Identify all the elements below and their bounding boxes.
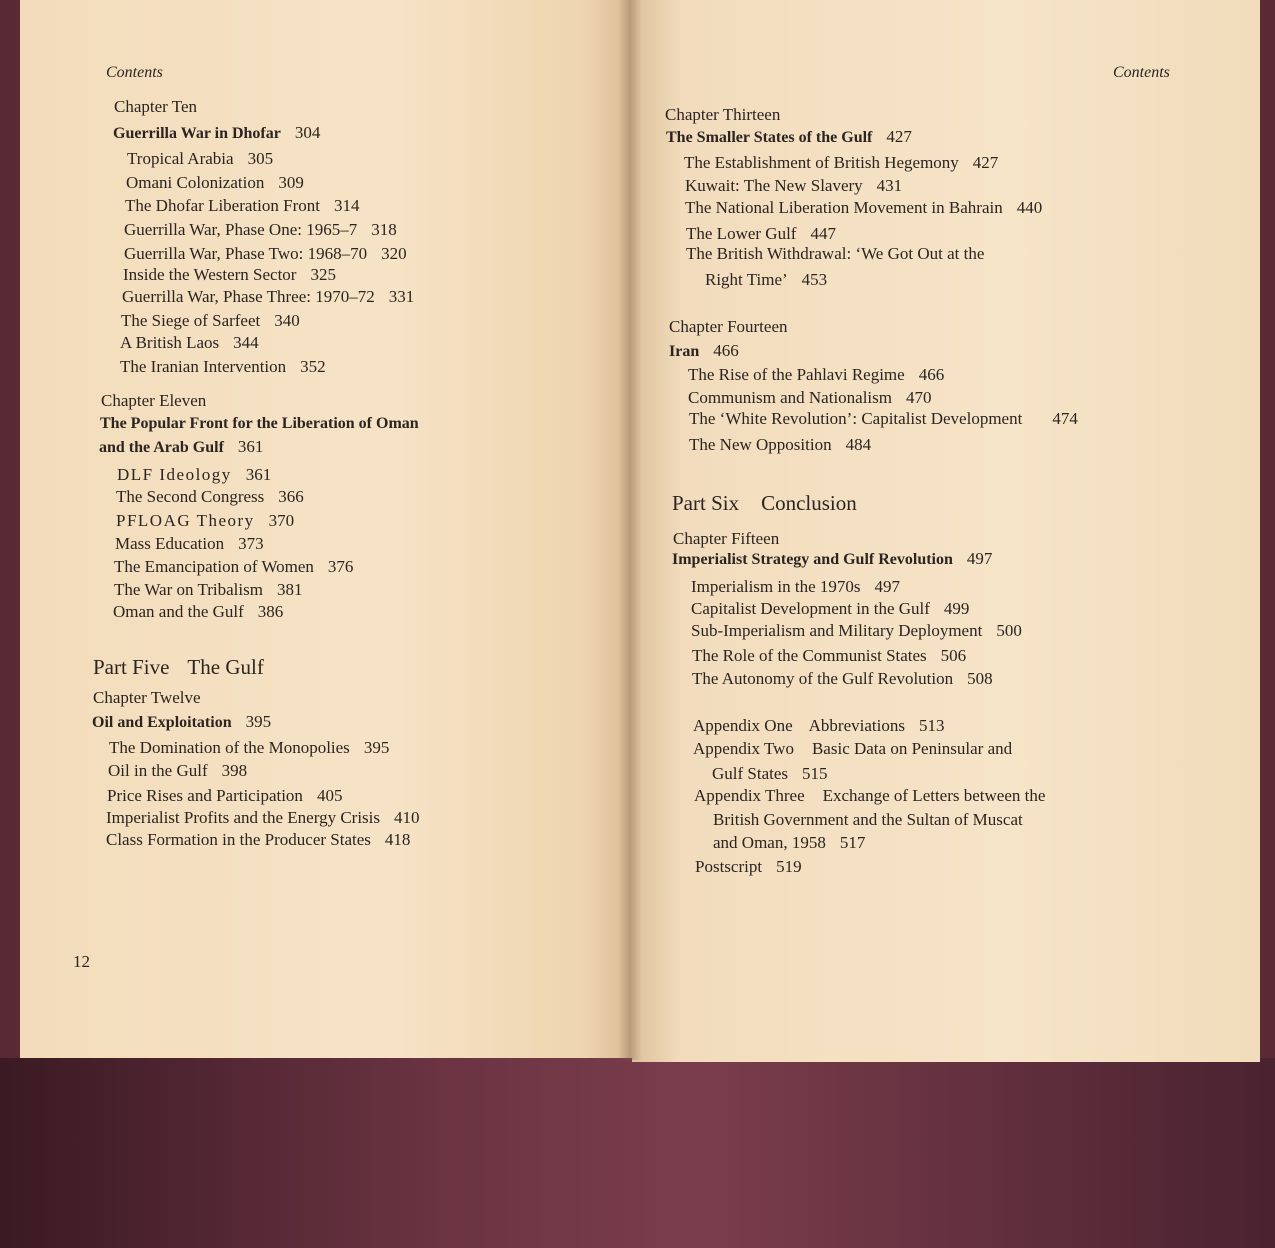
chapter-fifteen-page: 497 [966,549,993,568]
toc-entry-page: 361 [245,465,272,484]
appendix-three-title: Exchange of Letters between the [822,786,1046,805]
toc-entry-page: 499 [943,599,970,618]
toc-entry-page: 466 [918,365,945,384]
toc-entry-title: Guerrilla War, Phase Three: 1970–72 [122,287,375,306]
toc-entry-title: The Autonomy of the Gulf Revolution [692,669,954,688]
toc-entry [124,245,407,262]
appendix-one-page: 513 [918,716,945,735]
toc-entry [684,154,998,171]
toc-entry-title: Class Formation in the Producer States [106,830,371,849]
toc-entry-title: The Second Congress [116,487,265,506]
toc-entry-title: Kuwait: The New Slavery [685,176,863,195]
appendix-three-page: 517 [839,833,866,852]
toc-entry [114,558,353,575]
toc-entry [127,150,273,167]
toc-entry [108,762,247,779]
toc-entry [121,312,300,329]
toc-entry-page: 427 [972,153,999,172]
toc-entry-title: Tropical Arabia [127,149,234,168]
toc-entry-title: DLF Ideology [117,465,232,484]
chapter-twelve-title-line [92,713,271,731]
toc-entry-title: Communism and Nationalism [688,388,892,407]
toc-entry-title: The Emancipation of Women [114,557,314,576]
toc-entry-page: 376 [327,557,354,576]
toc-entry-title: Right Time’ [705,270,788,289]
postscript-label: Postscript [695,857,763,876]
toc-entry [115,535,264,552]
toc-entry [120,358,326,375]
toc-entry-page: 318 [371,220,397,239]
chapter-fifteen-title-line [672,550,992,568]
toc-entry-title: The Role of the Communist States [692,646,927,665]
appendix-three-cont: British Government and the Sultan of Muscat [713,810,1023,829]
left-page [20,0,632,1058]
toc-entry-title: The Dhofar Liberation Front [125,196,320,215]
toc-entry [106,809,420,826]
toc-entry-title: Imperialist Profits and the Energy Crisis [106,808,381,827]
chapter-fourteen-title: Iran [669,343,700,360]
toc-entry-page: 470 [906,388,932,407]
toc-entry-page: 440 [1016,198,1043,217]
toc-entry-page: 373 [238,534,264,553]
toc-entry [123,266,336,283]
chapter-ten-title: Guerrilla War in Dhofar [113,125,281,142]
toc-entry [107,787,342,804]
toc-entry-page: 331 [388,287,415,306]
chapter-fourteen-title-line [669,342,739,360]
chapter-eleven-page: 361 [237,437,264,456]
part-five-heading [93,657,264,678]
toc-entry [686,225,836,242]
chapter-fourteen-page: 466 [713,341,739,360]
toc-entry [691,622,1022,639]
chapter-ten-title-line [113,124,320,142]
toc-entry-page: 370 [268,511,295,530]
toc-entry [116,512,294,529]
toc-entry-page: 447 [810,224,836,243]
toc-entry-title: The Rise of the Pahlavi Regime [688,365,905,384]
chapter-ten-label: Chapter Ten [114,97,197,116]
toc-entry-title: Sub-Imperialism and Military Deployment [691,621,983,640]
appendix-one-label: Appendix One [693,716,793,735]
part-five-label: Part Five [93,655,170,679]
part-six-heading [672,493,857,514]
chapter-thirteen-label: Chapter Thirteen [665,105,781,124]
postscript [695,858,802,875]
chapter-fifteen-label: Chapter Fifteen [673,529,780,548]
toc-entry-page: 309 [278,173,304,192]
toc-entry-title: Oil in the Gulf [108,761,208,780]
chapter-eleven-label: Chapter Eleven [101,391,207,410]
toc-entry-page: 314 [333,196,360,215]
toc-entry [705,271,827,288]
toc-entry-title: The New Opposition [689,435,832,454]
toc-entry-title: The Establishment of British Hegemony [684,153,959,172]
toc-entry-title: Guerrilla War, Phase Two: 1968–70 [124,244,368,263]
toc-entry-title: The Siege of Sarfeet [121,311,261,330]
running-head-left: Contents [106,64,163,81]
toc-entry [114,581,302,598]
toc-entry-title: The National Liberation Movement in Bahrain [685,198,1003,217]
toc-entry [691,600,969,617]
chapter-twelve-label: Chapter Twelve [93,688,201,707]
appendix-three-label: Appendix Three [694,786,805,805]
part-five-title: The Gulf [187,655,264,679]
toc-entry-title: Imperialism in the 1970s [691,577,861,596]
appendix-three [694,787,1045,804]
toc-entry [688,366,944,383]
appendix-one-title: Abbreviations [808,716,905,735]
toc-entry-page: 484 [845,435,872,454]
toc-entry-page: 366 [278,487,304,506]
toc-entry-page: 386 [257,602,284,621]
toc-entry [692,647,966,664]
toc-entry [126,174,304,191]
chapter-thirteen-title: The Smaller States of the Gulf [666,129,873,146]
toc-entry: The British Withdrawal: ‘We Got Out at the [686,244,985,263]
appendix-three-cont2 [713,834,865,851]
toc-entry-page: 340 [274,311,300,330]
toc-entry [688,389,932,406]
chapter-fifteen-title: Imperialist Strategy and Gulf Revolution [672,551,953,568]
toc-entry-title: Oman and the Gulf [113,602,244,621]
toc-entry-page: 506 [940,646,967,665]
toc-entry-page: 508 [967,669,993,688]
toc-entry-page: 431 [876,176,903,195]
toc-entry [685,199,1042,216]
toc-entry-page: 352 [300,357,326,376]
toc-entry-title: Capitalist Development in the Gulf [691,599,930,618]
toc-entry-title: The War on Tribalism [114,580,263,599]
toc-entry [122,288,414,305]
toc-entry-page: 325 [310,265,336,284]
chapter-eleven-title-line1: The Popular Front for the Liberation of Oman [100,415,419,432]
toc-entry [689,436,871,453]
toc-entry-title: PFLOAG Theory [116,511,255,530]
page-number: 12 [73,952,90,971]
appendix-one [693,717,944,734]
toc-entry-page: 398 [221,761,248,780]
appendix-two [693,740,1012,757]
background-cloth [0,1058,1275,1248]
toc-entry [106,831,410,848]
toc-entry-page: 395 [363,738,390,757]
chapter-twelve-page: 395 [245,712,272,731]
toc-entry [125,197,359,214]
toc-entry [689,410,1078,427]
toc-entry [691,578,900,595]
appendix-three-title-cont: and Oman, 1958 [713,833,826,852]
appendix-two-cont [712,765,828,782]
book-gutter [618,0,642,1060]
part-six-title: Conclusion [761,491,857,515]
toc-entry-title: Guerrilla War, Phase One: 1965–7 [124,220,358,239]
toc-entry [109,739,389,756]
toc-entry [117,466,271,483]
toc-entry-page: 497 [874,577,901,596]
toc-entry-title: The Lower Gulf [686,224,797,243]
toc-entry [116,488,304,505]
toc-entry-page: 453 [801,270,828,289]
toc-entry-page: 500 [996,621,1022,640]
toc-entry-title: The Domination of the Monopolies [109,738,350,757]
toc-entry [692,670,993,687]
toc-entry-page: 405 [316,786,343,805]
chapter-twelve-title: Oil and Exploitation [92,714,232,731]
toc-entry-page: 305 [247,149,274,168]
running-head-right: Contents [1113,64,1170,81]
toc-entry-title: Price Rises and Participation [107,786,303,805]
toc-entry-title: Inside the Western Sector [123,265,297,284]
toc-entry-title: Omani Colonization [126,173,265,192]
toc-entry-title: A British Laos [120,333,220,352]
toc-entry [113,603,283,620]
postscript-page: 519 [776,857,802,876]
toc-entry [120,334,259,351]
toc-entry-page: 410 [394,808,420,827]
chapter-ten-page: 304 [294,123,321,142]
toc-entry-page: 344 [233,333,259,352]
chapter-fourteen-label: Chapter Fourteen [669,317,788,336]
toc-entry-title: The Iranian Intervention [120,357,287,376]
appendix-two-label: Appendix Two [693,739,794,758]
chapter-thirteen-page: 427 [886,127,912,146]
appendix-two-title: Basic Data on Peninsular and [811,739,1013,758]
part-six-label: Part Six [672,491,740,515]
toc-entry-title: The ‘White Revolution’: Capitalist Development [689,409,1023,428]
toc-entry-page: 320 [381,244,407,263]
toc-entry-page: 474 [1052,409,1078,428]
toc-entry-page: 418 [384,830,411,849]
chapter-eleven-title-line2: and the Arab Gulf [99,439,224,456]
toc-entry-page: 381 [276,580,303,599]
toc-entry-title: Mass Education [115,534,225,553]
appendix-two-page: 515 [802,764,828,783]
toc-entry [685,177,902,194]
chapter-thirteen-title-line [666,128,912,146]
toc-entry [124,221,397,238]
appendix-two-title-cont: Gulf States [712,764,789,783]
chapter-eleven-title-line2-row [99,438,263,456]
